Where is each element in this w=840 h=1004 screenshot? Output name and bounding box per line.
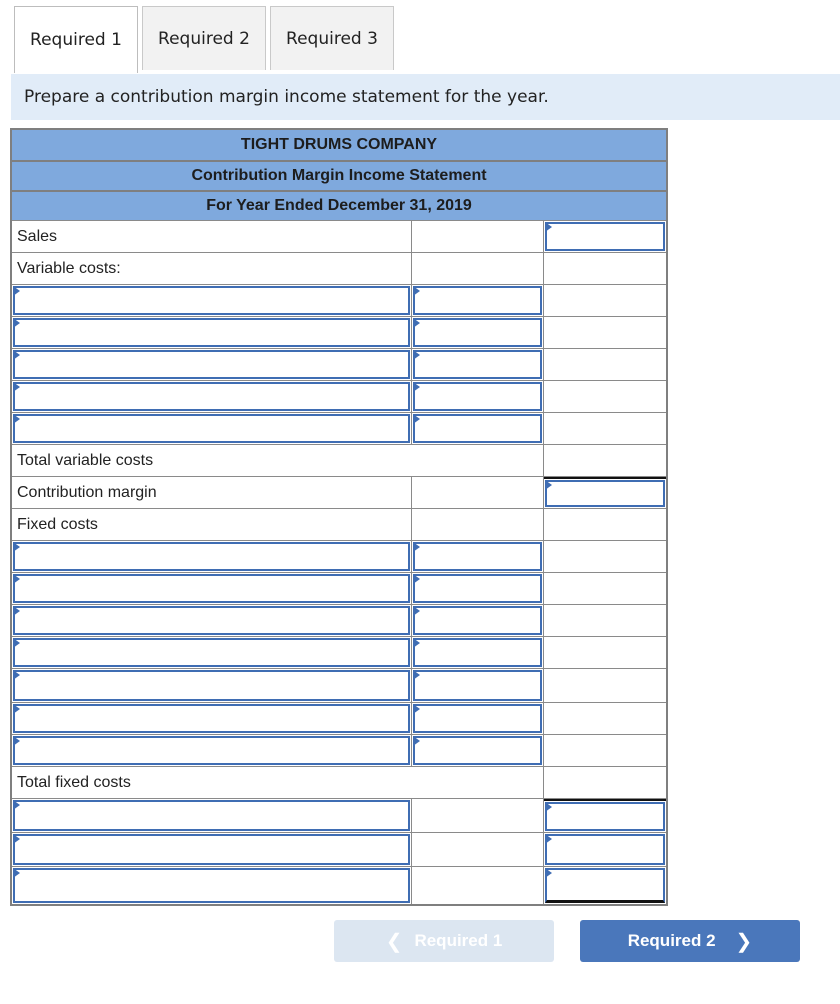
dropdown-marker-icon (413, 382, 420, 392)
empty-cell (544, 285, 666, 316)
variable-cost-amount-input[interactable] (413, 286, 542, 315)
empty-cell (544, 541, 666, 572)
sales-mid-cell (412, 221, 544, 252)
dropdown-marker-icon (545, 834, 552, 844)
variable-cost-name-input[interactable] (13, 286, 410, 315)
fixed-cost-name-input[interactable] (13, 670, 410, 701)
dropdown-marker-icon (413, 286, 420, 296)
dropdown-marker-icon (413, 318, 420, 328)
variable-cost-row (12, 284, 666, 316)
sales-row (12, 220, 666, 252)
fixed-cost-amount-input[interactable] (413, 542, 542, 571)
fixed-cost-name-input[interactable] (13, 606, 410, 635)
dropdown-marker-icon (413, 638, 420, 648)
chevron-left-icon: ❮ (385, 930, 403, 953)
fixed-cost-row (12, 604, 666, 636)
income-statement-table (10, 128, 668, 906)
dropdown-marker-icon (13, 350, 20, 360)
total-fixed-costs-row (12, 766, 666, 798)
contribution-margin-cell (544, 477, 666, 508)
income-amount-input[interactable] (545, 802, 665, 831)
fixed-cost-row (12, 572, 666, 604)
fixed-cost-amount-input[interactable] (413, 574, 542, 603)
dropdown-marker-icon (13, 736, 20, 746)
variable-cost-name-input[interactable] (13, 414, 410, 443)
fixed-costs-label: Fixed costs (12, 509, 412, 540)
dropdown-marker-icon (545, 222, 552, 232)
dropdown-marker-icon (413, 542, 420, 552)
empty-cell (544, 605, 666, 636)
empty-cell (544, 349, 666, 380)
empty-cell (544, 703, 666, 734)
sales-amount-cell (544, 221, 666, 252)
contribution-margin-input[interactable] (545, 480, 665, 507)
dropdown-marker-icon (413, 736, 420, 746)
income-amount-input[interactable] (545, 868, 665, 903)
variable-cost-name-input[interactable] (13, 318, 410, 347)
variable-cost-amount-input[interactable] (413, 382, 542, 411)
empty-cell (544, 381, 666, 412)
variable-costs-label: Variable costs: (12, 253, 412, 284)
fixed-cost-name-input[interactable] (13, 736, 410, 765)
income-row (12, 832, 666, 866)
variable-cost-row (12, 348, 666, 380)
empty-cell (544, 253, 666, 284)
fixed-cost-name-input[interactable] (13, 542, 410, 571)
variable-cost-amount-input[interactable] (413, 318, 542, 347)
dropdown-marker-icon (545, 480, 552, 490)
next-button[interactable] (580, 920, 800, 962)
total-variable-costs-label: Total variable costs (12, 445, 544, 476)
dropdown-marker-icon (413, 606, 420, 616)
dropdown-marker-icon (13, 868, 20, 878)
fixed-cost-row (12, 636, 666, 668)
income-label-input[interactable] (13, 800, 410, 831)
tab-required-2[interactable]: Required 2 (142, 6, 266, 70)
dropdown-marker-icon (413, 414, 420, 424)
dropdown-marker-icon (13, 704, 20, 714)
variable-costs-row (12, 252, 666, 284)
dropdown-marker-icon (13, 574, 20, 584)
fixed-cost-name-input[interactable] (13, 638, 410, 667)
income-row (12, 866, 666, 904)
statement-title: Contribution Margin Income Statement (12, 160, 666, 190)
variable-cost-row (12, 412, 666, 444)
empty-cell (412, 867, 544, 904)
tab-required-1[interactable]: Required 1 (14, 6, 138, 73)
dropdown-marker-icon (13, 286, 20, 296)
empty-cell (544, 509, 666, 540)
fixed-cost-row (12, 702, 666, 734)
chevron-right-icon: ❯ (735, 930, 753, 953)
dropdown-marker-icon (545, 802, 552, 812)
sales-amount-input[interactable] (545, 222, 665, 251)
dropdown-marker-icon (13, 542, 20, 552)
variable-cost-amount-input[interactable] (413, 414, 542, 443)
total-fixed-costs-label: Total fixed costs (12, 767, 544, 798)
income-row (12, 798, 666, 832)
variable-cost-amount-input[interactable] (413, 350, 542, 379)
income-label-input[interactable] (13, 834, 410, 865)
dropdown-marker-icon (413, 704, 420, 714)
variable-cost-name-input[interactable] (13, 382, 410, 411)
income-label-input[interactable] (13, 868, 410, 903)
sales-label: Sales (12, 221, 412, 252)
empty-cell (412, 253, 544, 284)
fixed-costs-row (12, 508, 666, 540)
dropdown-marker-icon (13, 318, 20, 328)
total-fixed-costs-cell (544, 767, 666, 798)
empty-cell (544, 735, 666, 766)
previous-button-label: Required 1 (414, 931, 503, 950)
company-name: TIGHT DRUMS COMPANY (12, 130, 666, 160)
fixed-cost-row (12, 540, 666, 572)
empty-cell (544, 669, 666, 702)
total-variable-costs-row (12, 444, 666, 476)
variable-cost-row (12, 380, 666, 412)
dropdown-marker-icon (13, 670, 20, 680)
fixed-cost-amount-input[interactable] (413, 606, 542, 635)
variable-cost-row (12, 316, 666, 348)
fixed-cost-amount-input[interactable] (413, 736, 542, 765)
dropdown-marker-icon (545, 868, 552, 878)
income-amount-input[interactable] (545, 834, 665, 865)
fixed-cost-row (12, 734, 666, 766)
instruction-text: Prepare a contribution margin income statement for the year. (11, 74, 840, 120)
empty-cell (412, 833, 544, 866)
dropdown-marker-icon (413, 350, 420, 360)
dropdown-marker-icon (413, 670, 420, 680)
contribution-margin-row (12, 476, 666, 508)
empty-cell (544, 413, 666, 444)
empty-cell (544, 637, 666, 668)
tab-bar (0, 6, 840, 72)
previous-button[interactable] (334, 920, 554, 962)
fixed-cost-amount-input[interactable] (413, 670, 542, 701)
dropdown-marker-icon (13, 638, 20, 648)
fixed-cost-name-input[interactable] (13, 574, 410, 603)
empty-cell (544, 317, 666, 348)
dropdown-marker-icon (413, 574, 420, 584)
fixed-cost-amount-input[interactable] (413, 704, 542, 733)
statement-period: For Year Ended December 31, 2019 (12, 190, 666, 220)
empty-cell (544, 573, 666, 604)
dropdown-marker-icon (13, 800, 20, 810)
total-variable-costs-cell (544, 445, 666, 476)
variable-cost-name-input[interactable] (13, 350, 410, 379)
empty-cell (412, 509, 544, 540)
next-button-label: Required 2 (627, 931, 716, 950)
empty-cell (412, 799, 544, 832)
fixed-cost-name-input[interactable] (13, 704, 410, 733)
tab-required-3[interactable]: Required 3 (270, 6, 394, 70)
dropdown-marker-icon (13, 606, 20, 616)
fixed-cost-row (12, 668, 666, 702)
contribution-margin-label: Contribution margin (12, 477, 412, 508)
dropdown-marker-icon (13, 382, 20, 392)
empty-cell (412, 477, 544, 508)
dropdown-marker-icon (13, 834, 20, 844)
fixed-cost-amount-input[interactable] (413, 638, 542, 667)
dropdown-marker-icon (13, 414, 20, 424)
